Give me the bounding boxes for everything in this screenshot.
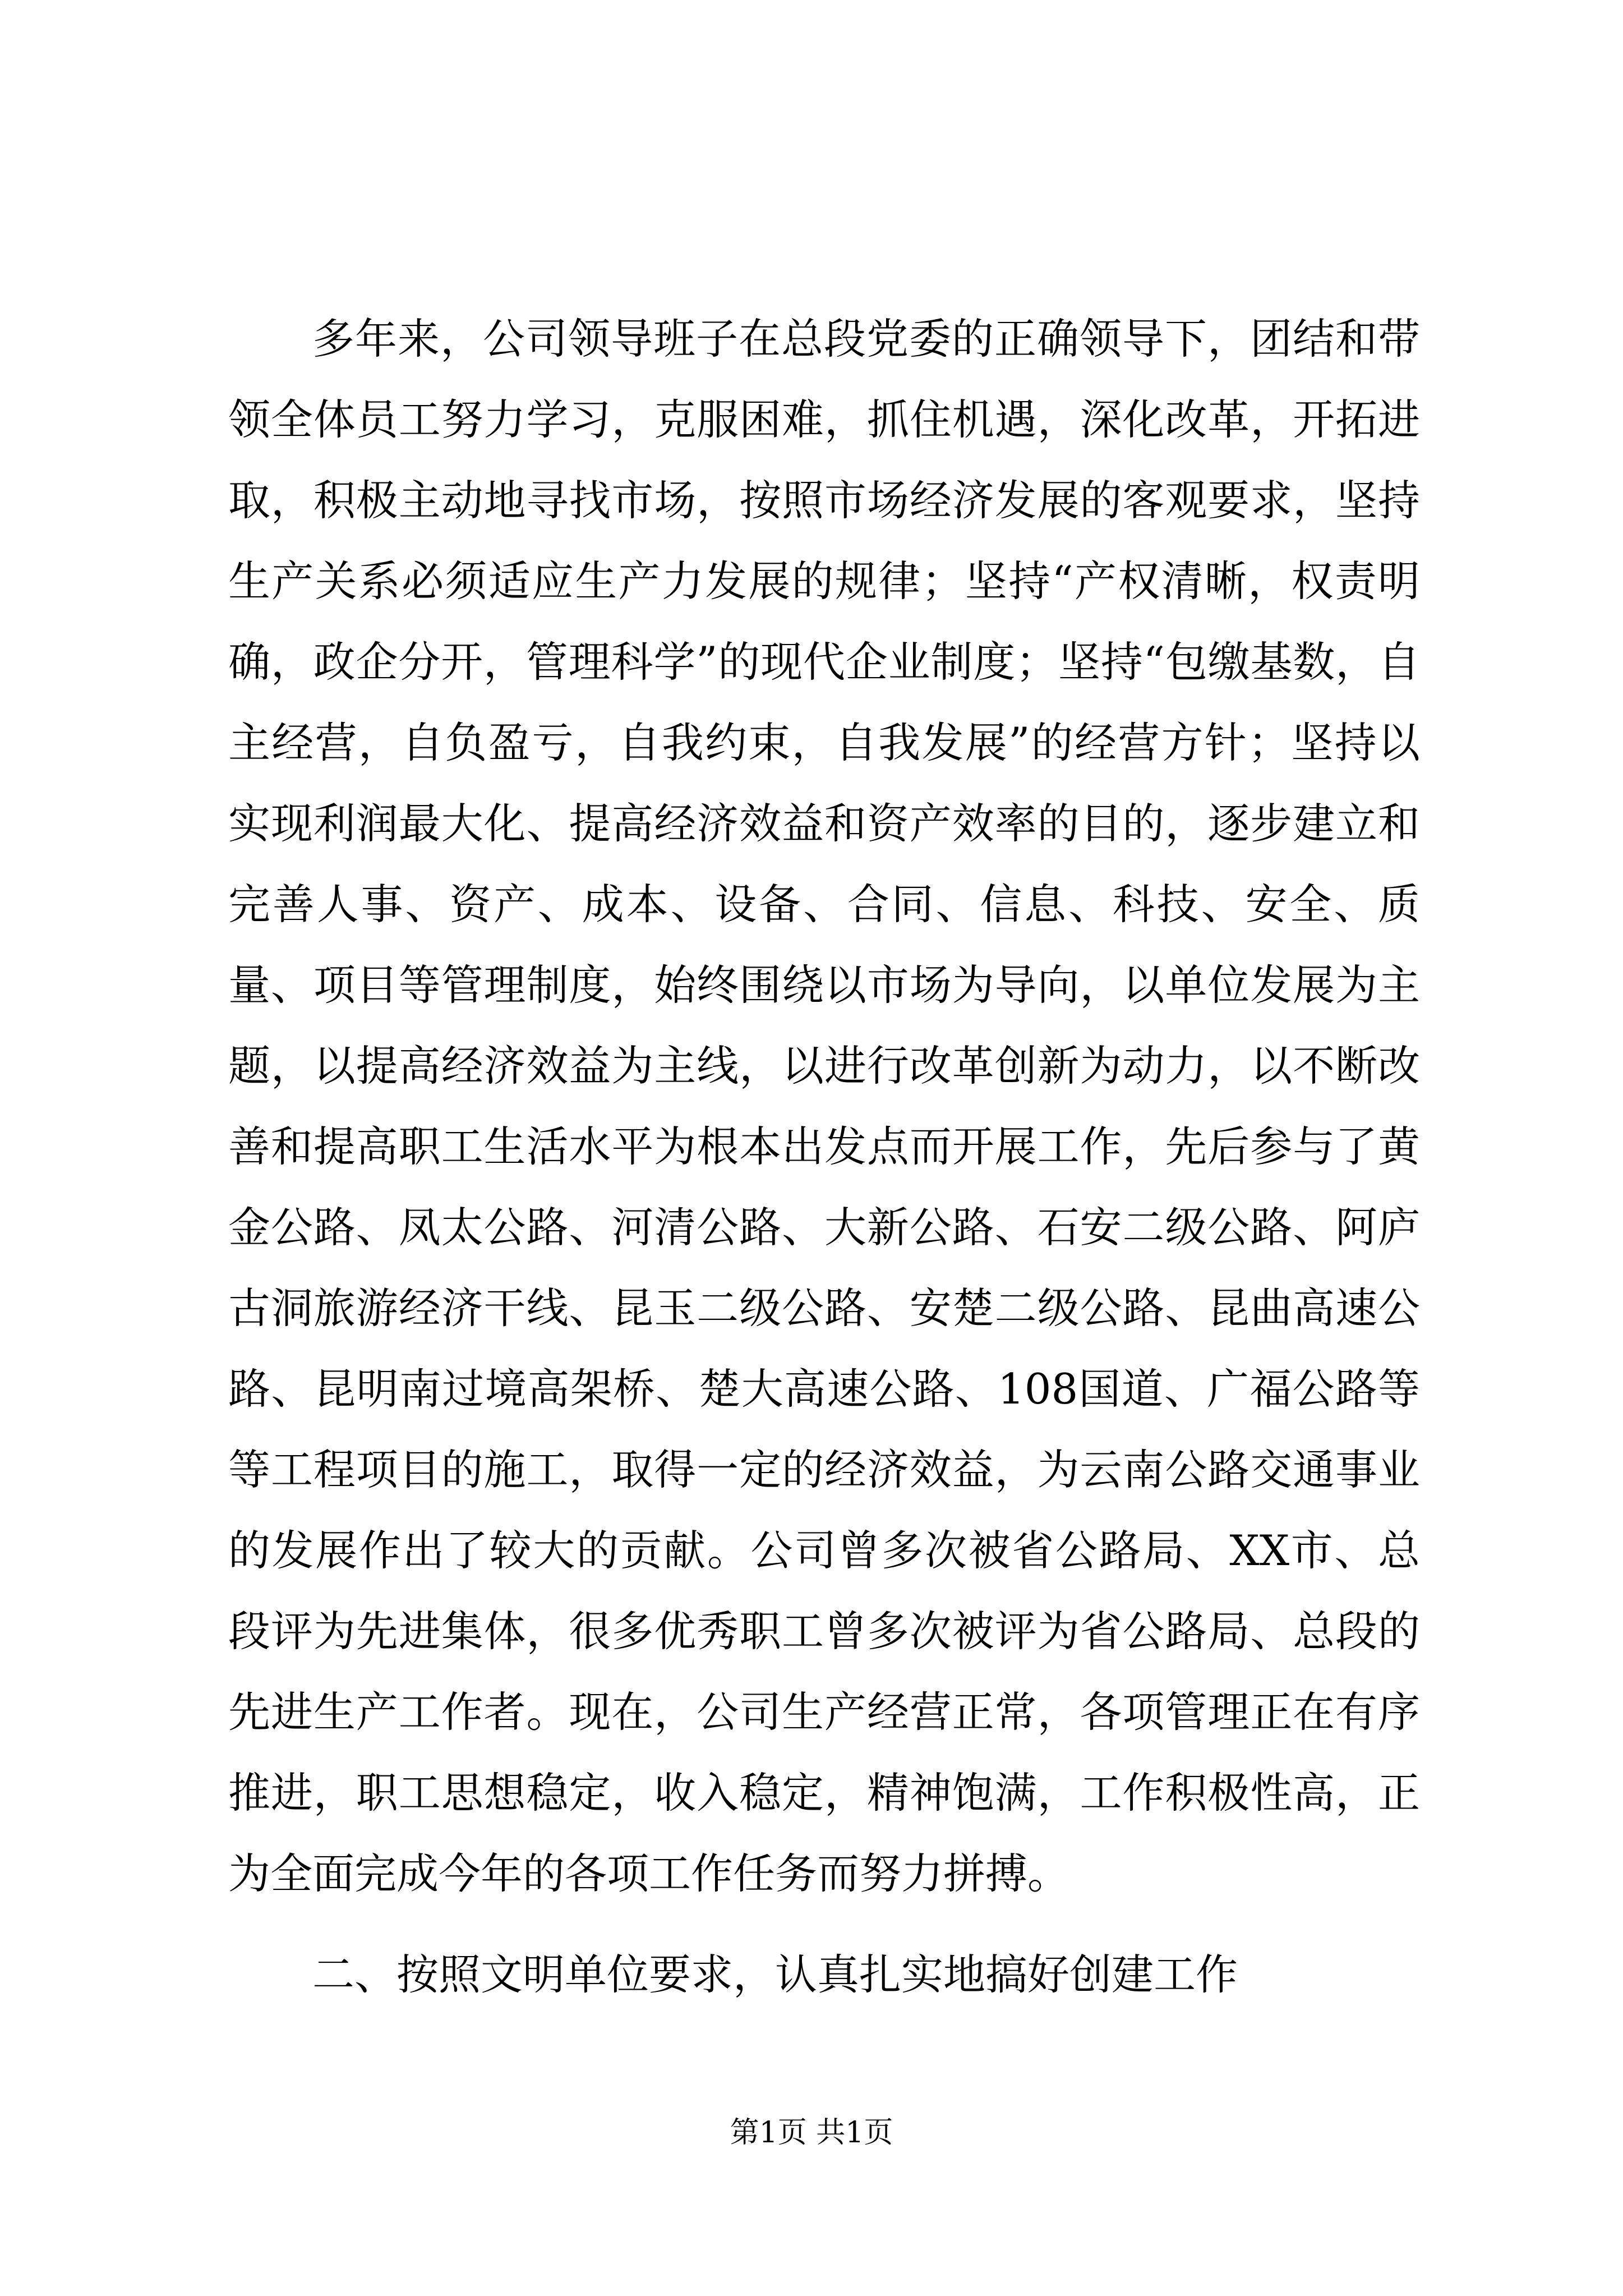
document-body (228, 298, 1420, 2015)
body-paragraph: 多年来，公司领导班子在总段党委的正确领导下，团结和带领全体员工努力学习，克服困难，抓住机遇，深化改革，开拓进取，积极主动地寻找市场，按照市场经济发展的客观要求，坚持生产关系必须适应生产力发展的规律；坚持“产权清晰，权责明确，政企分开，管理科学”的现代企业制度；坚持“包缴基数，自主经营，自负盈亏，自我约束，自我发展”的经营方针；坚持以实现利润最大化、提高经济效益和资产效率的目的，逐步建立和完善人事、资产、成本、设备、合同、信息、科技、安全、质量、项目等管理制度，始终围绕以市场为导向，以单位发展为主题，以提高经济效益为主线，以进行改革创新为动力，以不断改善和提高职工生活水平为根本出发点而开展工作，先后参与了黄金公路、凤太公路、河清公路、大新公路、石安二级公路、阿庐古洞旅游经济干线、昆玉二级公路、安楚二级公路、昆曲高速公路、昆明南过境高架桥、楚大高速公路、108国道、广福公路等等工程项目的施工，取得一定的经济效益，为云南公路交通事业的发展作出了较大的贡献。公司曾多次被省公路局、XX市、总段评为先进集体，很多优秀职工曾多次被评为省公路局、总段的先进生产工作者。现在，公司生产经营正常，各项管理正在有序推进，职工思想稳定，收入稳定，精神饱满，工作积极性高，正为全面完成今年的各项工作任务而努力拼搏。 (228, 314, 1420, 1898)
page-footer: 第1页 共1页 (730, 2116, 893, 2150)
section-heading: 二、按照文明单位要求，认真扎实地搞好创建工作 (312, 1950, 1238, 1999)
